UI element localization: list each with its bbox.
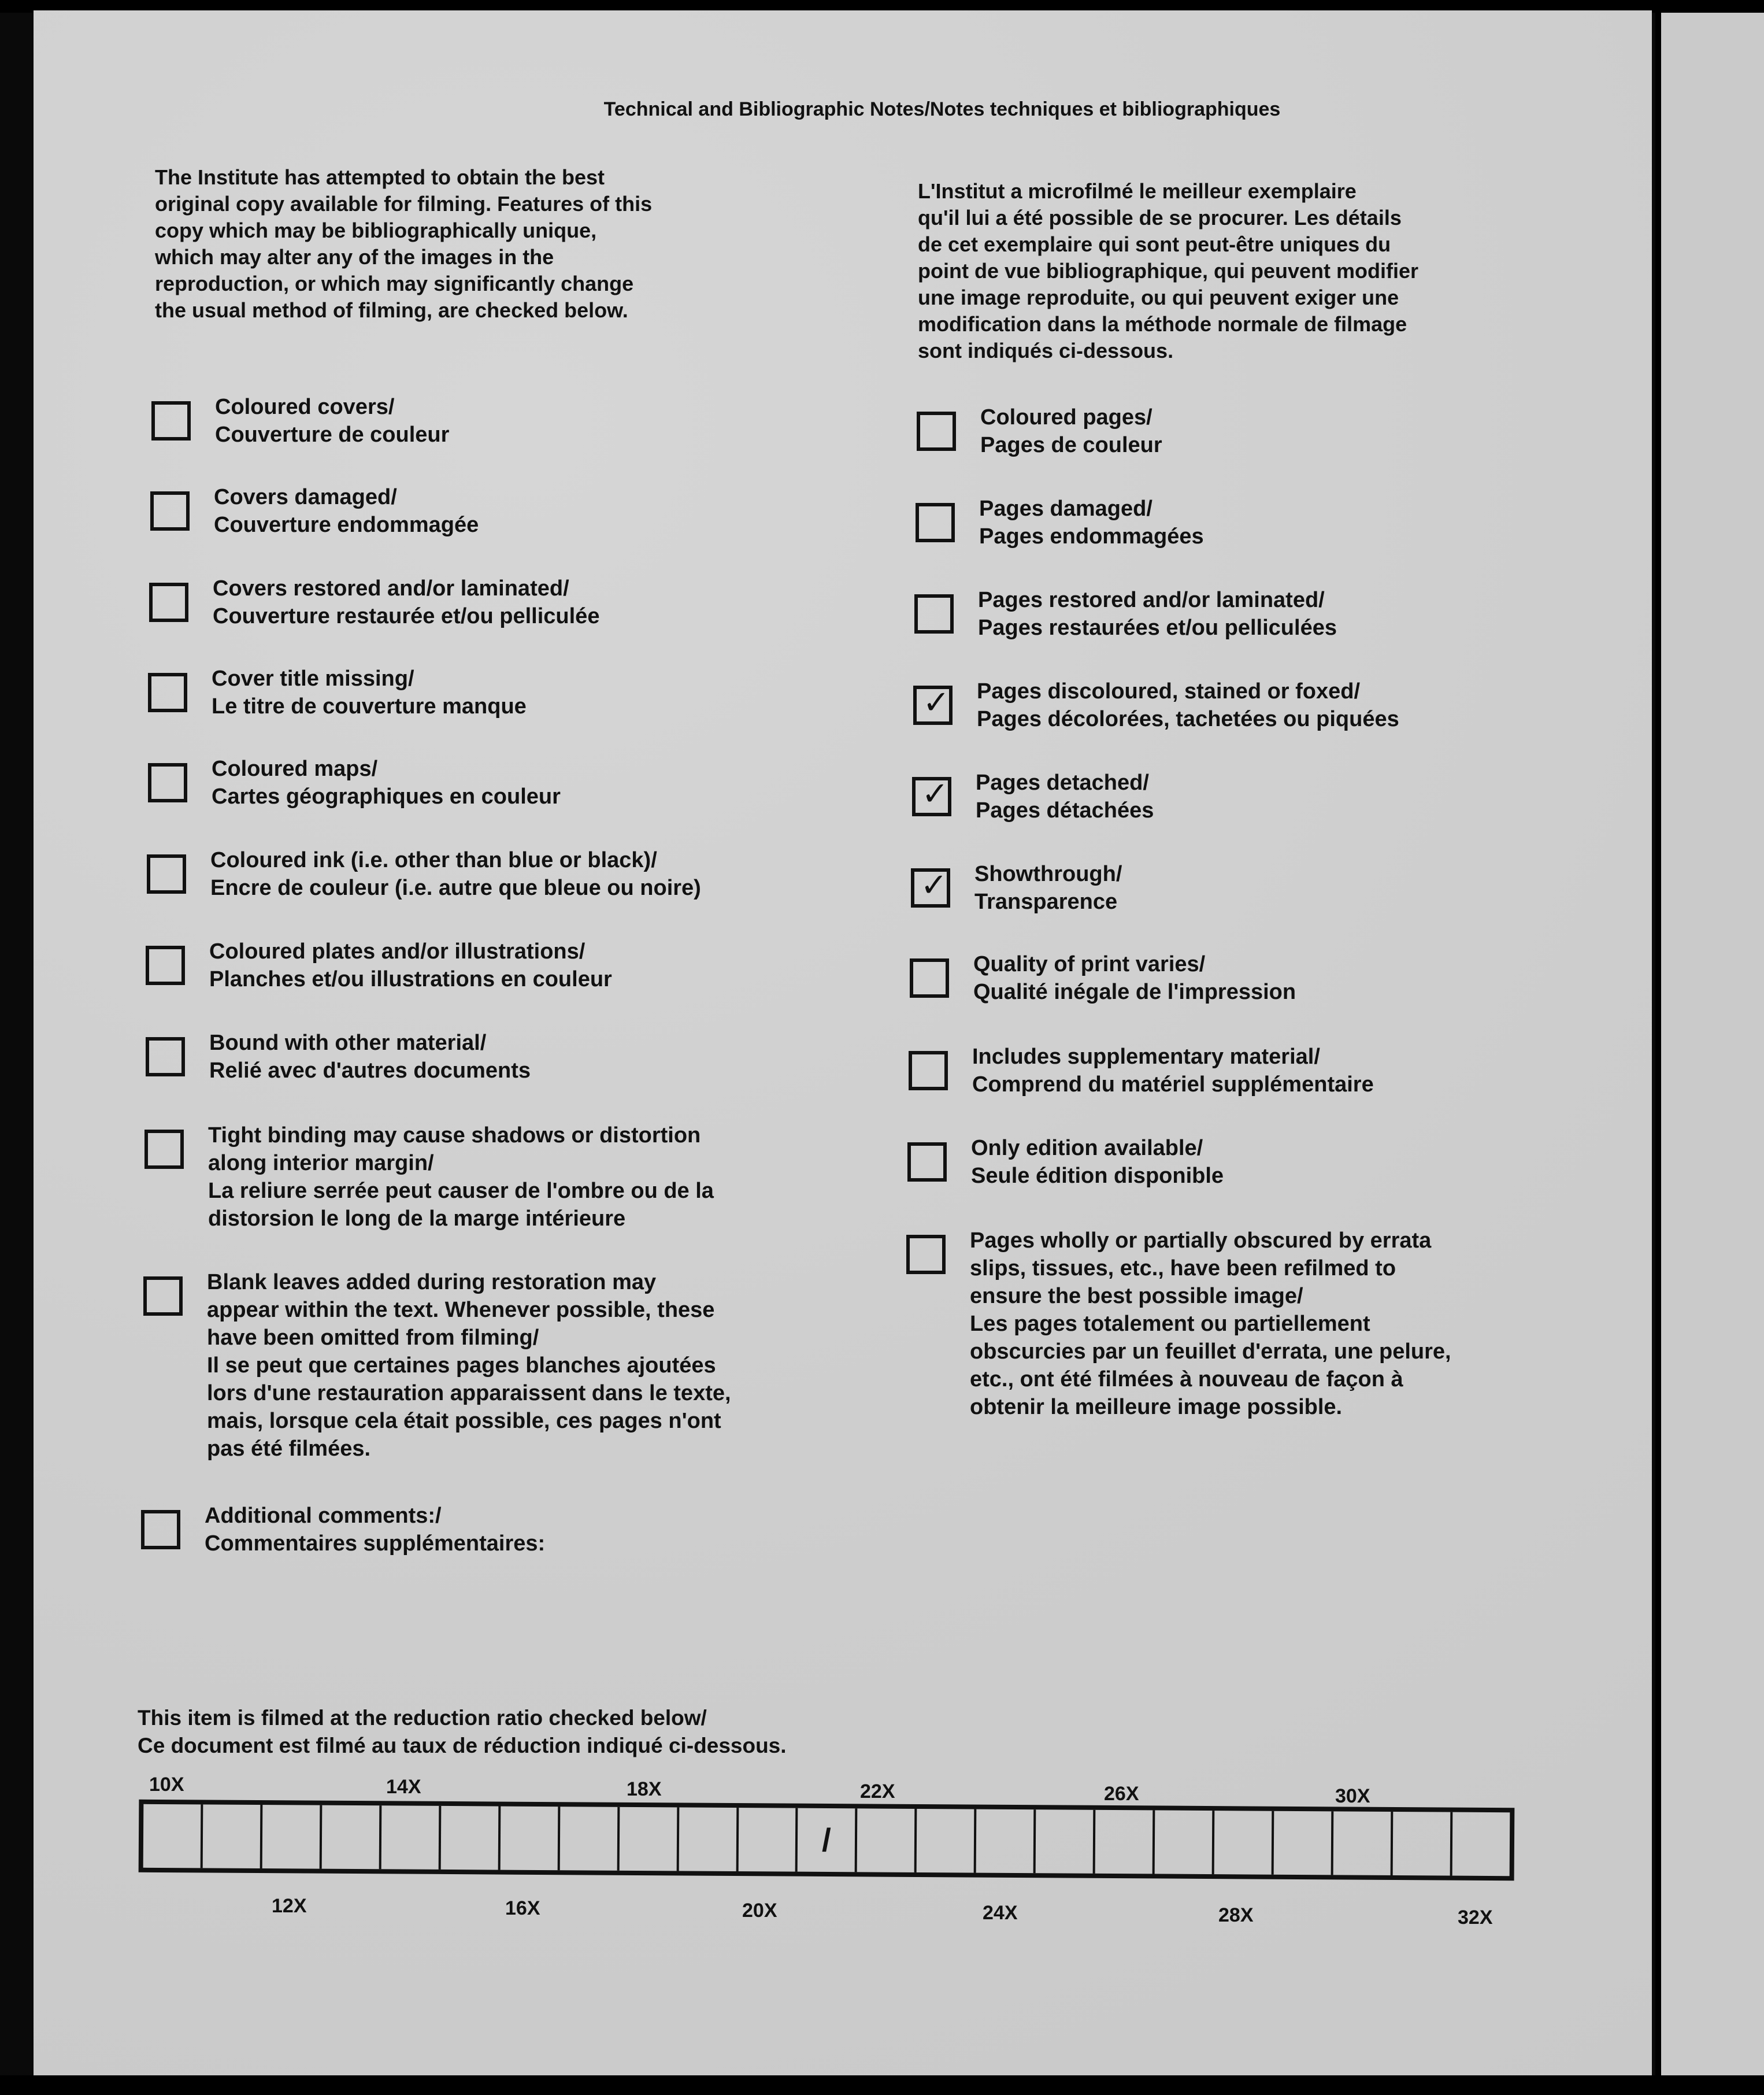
checklist-item-text	[212, 755, 561, 810]
checklist-item-text	[214, 483, 479, 539]
checklist-item-label: lors d'une restauration apparaissent dans le texte,	[207, 1381, 731, 1405]
checklist-item-label: appear within the text. Whenever possible, these	[207, 1298, 715, 1322]
checklist-item-label: slips, tissues, etc., have been refilmed to	[970, 1256, 1396, 1280]
checklist-item-label: Cartes géographiques en couleur	[212, 784, 561, 809]
checkbox	[143, 1276, 183, 1316]
checklist-item-text	[973, 950, 1296, 1006]
ratio-cell	[1452, 1812, 1510, 1876]
checklist-item-label: Les pages totalement ou partiellement	[970, 1312, 1370, 1336]
checklist-item-text	[213, 575, 599, 630]
intro-english	[155, 164, 652, 324]
ratio-label-top: 26X	[1104, 1783, 1139, 1805]
checkbox	[146, 946, 185, 985]
checklist-item-label: obscurcies par un feuillet d'errata, une pelure,	[970, 1339, 1451, 1364]
intro-english-line: reproduction, or which may significantly change	[155, 272, 634, 295]
ratio-cell	[322, 1805, 382, 1870]
ratio-cell	[440, 1806, 501, 1870]
checklist-item-label: distorsion le long de la marge intérieure	[208, 1206, 626, 1231]
checkbox	[917, 412, 956, 451]
reduction-ratio-note	[138, 1704, 787, 1760]
checklist-item-label: Il se peut que certaines pages blanches ajoutées	[207, 1353, 716, 1378]
checklist-item-label: Pages restaurées et/ou pelliculées	[978, 616, 1337, 640]
checkbox	[909, 1051, 948, 1090]
intro-french-line: L'Institut a microfilmé le meilleur exemplaire	[918, 179, 1357, 203]
ratio-cell	[857, 1808, 917, 1872]
checklist-item-label: Relié avec d'autres documents	[209, 1058, 531, 1083]
checklist-item-label: Commentaires supplémentaires:	[205, 1531, 546, 1556]
checkbox	[148, 673, 187, 712]
checklist-item-text	[212, 665, 527, 720]
checklist-item-label: Pages de couleur	[980, 433, 1162, 457]
intro-english-line: which may alter any of the images in the	[155, 245, 554, 269]
checkbox	[146, 1037, 185, 1076]
checklist-item-label: Seule édition disponible	[971, 1164, 1224, 1188]
check-mark-icon: ✓	[922, 684, 950, 720]
checklist-item-label: Planches et/ou illustrations en couleur	[209, 967, 612, 991]
checklist-item-label: Comprend du matériel supplémentaire	[972, 1072, 1374, 1097]
page-title: Technical and Bibliographic Notes/Notes techniques et bibliographiques	[603, 98, 1281, 120]
checklist-item-label: Transparence	[974, 890, 1118, 914]
checkbox	[151, 401, 191, 441]
checklist-item-label: Coloured plates and/or illustrations/	[209, 939, 585, 964]
checklist-item-label: Only edition available/	[971, 1136, 1203, 1160]
checklist-item-label: ensure the best possible image/	[970, 1284, 1303, 1308]
checklist-item-label: Showthrough/	[974, 862, 1122, 886]
checklist-item-text	[979, 495, 1204, 550]
reduction-ratio-grid	[139, 1800, 1515, 1881]
check-mark-icon: ✓	[920, 867, 948, 903]
checkbox	[147, 854, 186, 894]
checklist-item-label: Additional comments:/	[205, 1504, 442, 1528]
ratio-cell	[1036, 1809, 1096, 1874]
intro-french-line: modification dans la méthode normale de filmage	[918, 312, 1407, 336]
ratio-cell	[679, 1807, 739, 1871]
ratio-cell	[559, 1807, 620, 1871]
checklist-item-label: Covers damaged/	[214, 485, 397, 509]
intro-english-line: The Institute has attempted to obtain the best	[155, 165, 605, 189]
checklist-item-text	[970, 1227, 1451, 1421]
checklist-item-label: Pages wholly or partially obscured by errata	[970, 1228, 1432, 1253]
checkbox	[914, 594, 954, 634]
checklist-item-label: Tight binding may cause shadows or distortion	[208, 1123, 701, 1148]
ratio-cell	[262, 1805, 323, 1869]
checklist-item-label: Covers restored and/or laminated/	[213, 576, 569, 601]
checkbox	[906, 1235, 946, 1274]
ratio-label-bottom: 28X	[1218, 1904, 1254, 1926]
ratio-cell	[738, 1808, 798, 1872]
checkbox	[149, 583, 188, 622]
ratio-cell	[1333, 1811, 1394, 1875]
checklist-item-text	[980, 404, 1162, 459]
checklist-item-label: Pages restored and/or laminated/	[978, 588, 1325, 612]
checklist-item-label: Blank leaves added during restoration may	[207, 1270, 657, 1294]
check-mark-icon: ✓	[921, 775, 949, 812]
intro-french-line: une image reproduite, ou qui peuvent exiger une	[918, 286, 1399, 309]
intro-french-line: point de vue bibliographique, qui peuvent modifier	[918, 259, 1419, 283]
checkbox	[148, 763, 187, 802]
checklist-item-label: La reliure serrée peut causer de l'ombre ou de la	[208, 1179, 714, 1203]
ratio-cell	[203, 1804, 263, 1868]
intro-english-line: original copy available for filming. Features of this	[155, 192, 653, 216]
ratio-label-bottom: 12X	[272, 1895, 307, 1917]
checklist-item-label: etc., ont été filmées à nouveau de façon à	[970, 1367, 1403, 1391]
checklist-item-label: Encre de couleur (i.e. autre que bleue ou noire)	[210, 876, 701, 900]
ratio-cell	[1095, 1810, 1155, 1874]
ratio-cell	[619, 1807, 679, 1871]
checklist-item-label: Couverture de couleur	[215, 423, 450, 447]
checklist-item-text	[207, 1268, 731, 1463]
checkbox	[141, 1510, 180, 1549]
checklist-item-label: have been omitted from filming/	[207, 1326, 539, 1350]
checkbox	[916, 503, 955, 542]
checklist-item-label: Pages endommagées	[979, 524, 1204, 549]
intro-french-line: de cet exemplaire qui sont peut-être uniques du	[918, 232, 1391, 256]
checklist-item-text	[205, 1502, 545, 1557]
ratio-cell-checked: /	[798, 1808, 858, 1872]
checklist-item-label: mais, lorsque cela était possible, ces pages n'ont	[207, 1409, 721, 1433]
ratio-label-bottom: 24X	[983, 1902, 1018, 1924]
ratio-cell	[500, 1807, 560, 1871]
checklist-item-label: Bound with other material/	[209, 1031, 487, 1055]
ratio-cell	[976, 1809, 1036, 1874]
ratio-label-top: 22X	[860, 1781, 895, 1802]
adjacent-frame-strip	[1655, 13, 1764, 2075]
checklist-item-label: pas été filmées.	[207, 1437, 371, 1461]
checklist-item-text	[972, 1043, 1374, 1098]
checkbox	[910, 958, 949, 998]
checklist-item-label: Pages discoloured, stained or foxed/	[977, 679, 1361, 704]
ratio-cell	[381, 1805, 441, 1870]
reduction-note-english: This item is filmed at the reduction ratio checked below/	[138, 1706, 707, 1730]
ratio-label-top: 18X	[627, 1778, 662, 1800]
reduction-note-french: Ce document est filmé au taux de réduction indiqué ci-dessous.	[138, 1734, 787, 1757]
intro-french-line: qu'il lui a été possible de se procurer. Les détails	[918, 206, 1402, 230]
ratio-cell	[1393, 1812, 1453, 1876]
checkbox	[907, 1142, 947, 1182]
checklist-item-label: Le titre de couverture manque	[212, 694, 527, 719]
checklist-item-label: Couverture restaurée et/ou pelliculée	[213, 604, 600, 628]
checklist-item-label: Coloured maps/	[212, 757, 378, 781]
ratio-label-top: 10X	[149, 1774, 184, 1796]
checkbox	[144, 1130, 184, 1169]
checklist-item-label: Coloured covers/	[215, 395, 395, 419]
checklist-item-label: along interior margin/	[208, 1151, 434, 1175]
checklist-item-text	[977, 678, 1399, 733]
checklist-item-label: Includes supplementary material/	[972, 1045, 1320, 1069]
checklist-item-text	[978, 586, 1337, 642]
intro-french-line: sont indiqués ci-dessous.	[918, 339, 1174, 362]
ratio-cell	[1214, 1811, 1274, 1875]
intro-english-line: copy which may be bibliographically unique,	[155, 219, 597, 242]
checklist-item-label: Pages décolorées, tachetées ou piquées	[977, 707, 1399, 731]
checklist-item-label: Pages detached/	[976, 771, 1149, 795]
checklist-item-label: Coloured ink (i.e. other than blue or black)/	[210, 848, 657, 872]
ratio-label-bottom: 32X	[1458, 1907, 1493, 1929]
notes-page	[34, 10, 1652, 2077]
checklist-item-text	[209, 938, 612, 993]
checklist-item-label: Coloured pages/	[980, 405, 1152, 430]
checklist-item-text	[974, 860, 1122, 916]
intro-french	[918, 178, 1418, 364]
ratio-label-top: 14X	[386, 1776, 421, 1798]
checklist-item-label: Quality of print varies/	[973, 952, 1206, 976]
checklist-item-text	[208, 1121, 714, 1232]
checklist-item-text	[209, 1029, 531, 1084]
checklist-item-label: Pages damaged/	[979, 497, 1152, 521]
checklist-item-text	[210, 846, 701, 902]
ratio-label-top: 30X	[1335, 1785, 1370, 1807]
checklist-item-text	[971, 1134, 1224, 1190]
checklist-item-label: Pages détachées	[976, 798, 1154, 823]
checklist-item-label: Couverture endommagée	[214, 513, 479, 537]
ratio-cell	[1274, 1811, 1334, 1875]
ratio-cell	[1155, 1810, 1215, 1874]
intro-english-line: the usual method of filming, are checked below.	[155, 298, 628, 322]
ratio-label-bottom: 20X	[742, 1900, 777, 1922]
ratio-cell	[143, 1804, 203, 1868]
checkbox	[150, 491, 190, 531]
checklist-item-text	[976, 769, 1154, 824]
checklist-item-label: obtenir la meilleure image possible.	[970, 1395, 1343, 1419]
checklist-item-label: Qualité inégale de l'impression	[973, 980, 1296, 1004]
checklist-item-text	[215, 393, 449, 449]
checklist-item-label: Cover title missing/	[212, 667, 414, 691]
ratio-cell	[917, 1809, 977, 1873]
ratio-label-bottom: 16X	[505, 1897, 540, 1919]
film-frame-bottom	[0, 2075, 1764, 2095]
